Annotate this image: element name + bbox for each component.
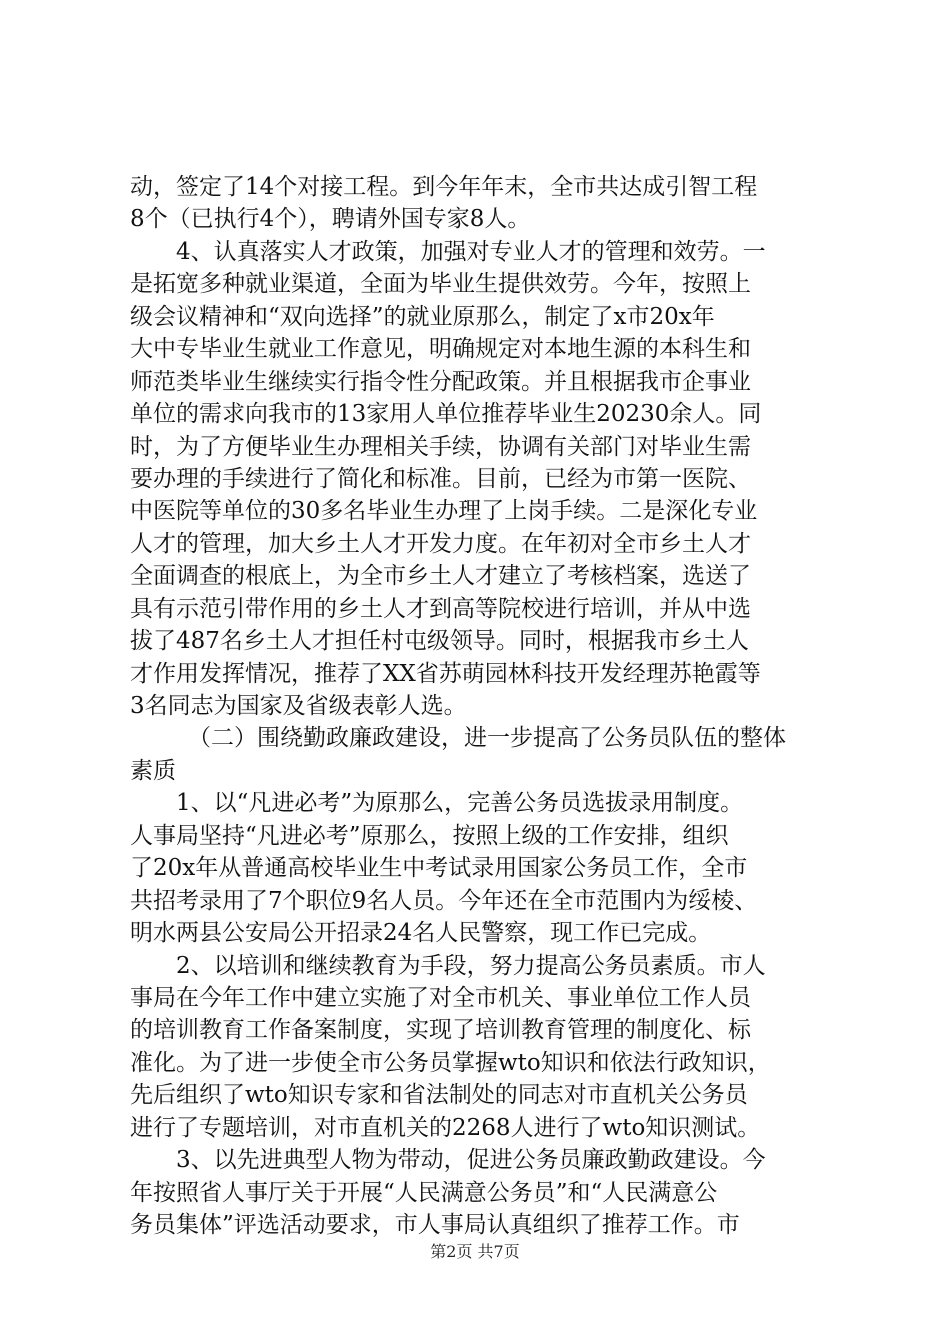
section-heading-line-1: （二）围绕勤政廉政建设，进一步提高了公务员队伍的整体	[188, 725, 786, 752]
text-line-17: 3名同志为国家及省级表彰人选。	[130, 693, 467, 719]
text-line-1: 动，签定了14个对接工程。到今年年末，全市共达成引智工程	[130, 174, 758, 200]
document-body	[130, 171, 830, 1241]
text-line-2: 8个（已执行4个），聘请外国专家8人。	[130, 206, 531, 233]
text-line-7: 师范类毕业生继续实行指令性分配政策。并且根据我市企事业	[130, 368, 751, 395]
text-line-29: 先后组织了wto知识专家和省法制处的同志对市直机关公务员	[130, 1082, 748, 1109]
text-line-32: 年按照省人事厅关于开展“人民满意公务员”和“人民满意公	[130, 1179, 718, 1206]
text-line-15: 拔了487名乡土人才担任村屯级领导。同时，根据我市乡土人	[130, 628, 749, 655]
text-line-28: 准化。为了进一步使全市公务员掌握wto知识和依法行政知识，	[130, 1049, 771, 1076]
text-line-33: 务员集体”评选活动要求，市人事局认真组织了推荐工作。市	[130, 1212, 740, 1238]
text-line-4: 是拓宽多种就业渠道，全面为毕业生提供效劳。今年，按照上	[130, 271, 751, 298]
text-line-5: 级会议精神和“双向选择”的就业原那么，制定了x市20x年	[130, 303, 715, 330]
text-line-31: 3、以先进典型人物为带动，促进公务员廉政勤政建设。今	[176, 1147, 766, 1174]
text-line-22: 了20x年从普通高校毕业生中考试录用国家公务员工作，全市	[130, 855, 748, 882]
text-line-16: 才作用发挥情况，推荐了XX省苏萌园林科技开发经理苏艳霞等	[130, 660, 761, 687]
page-number-footer: 第2页 共7页	[430, 1242, 520, 1261]
text-line-26: 事局在今年工作中建立实施了对全市机关、事业单位工作人员	[130, 984, 751, 1011]
text-line-21: 人事局坚持“凡进必考”原那么，按照上级的工作安排，组织	[130, 822, 729, 849]
text-line-12: 人才的管理，加大乡土人才开发力度。在年初对全市乡土人才	[130, 530, 751, 557]
text-line-20: 1、以“凡进必考”为原那么，完善公务员选拔录用制度。	[176, 790, 744, 817]
text-line-9: 时，为了方便毕业生办理相关手续，协调有关部门对毕业生需	[130, 433, 751, 460]
text-line-27: 的培训教育工作备案制度，实现了培训教育管理的制度化、标	[130, 1017, 751, 1044]
text-line-25: 2、以培训和继续教育为手段，努力提高公务员素质。市人	[176, 952, 766, 979]
text-line-24: 明水两县公安局公开招录24名人民警察，现工作已完成。	[130, 920, 712, 947]
text-line-8: 单位的需求向我市的13家用人单位推荐毕业生20230余人。同	[130, 401, 762, 428]
text-line-30: 进行了专题培训，对市直机关的2268人进行了wto知识测试。	[130, 1114, 761, 1141]
text-line-6: 大中专毕业生就业工作意见，明确规定对本地生源的本科生和	[130, 336, 751, 363]
text-line-10: 要办理的手续进行了简化和标准。目前，已经为市第一医院、	[130, 465, 751, 492]
text-line-3: 4、认真落实人才政策，加强对专业人才的管理和效劳。一	[176, 238, 766, 265]
text-line-13: 全面调查的根底上，为全市乡土人才建立了考核档案，选送了	[130, 563, 751, 590]
text-line-14: 具有示范引带作用的乡土人才到高等院校进行培训，并从中选	[130, 595, 751, 622]
section-heading-line-2: 素质	[130, 757, 176, 784]
text-line-23: 共招考录用了7个职位9名人员。今年还在全市范围内为绥棱、	[130, 887, 758, 914]
text-line-11: 中医院等单位的30多名毕业生办理了上岗手续。二是深化专业	[130, 498, 758, 525]
